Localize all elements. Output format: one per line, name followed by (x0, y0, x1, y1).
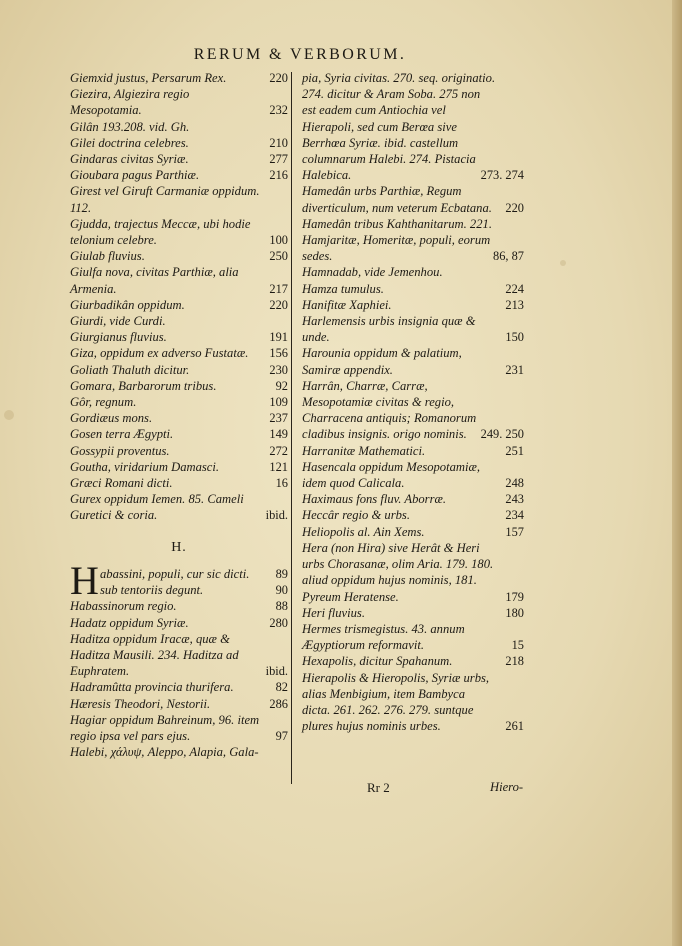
index-entry (302, 183, 524, 215)
index-entry (302, 670, 524, 735)
entry-page: 280 (269, 615, 288, 630)
index-entry (70, 151, 288, 167)
entry-text: Hamnadab, vide Jemenhou. (302, 265, 443, 280)
index-entry (70, 70, 288, 86)
entry-text: Hasencala oppidum Mesopotamiæ, idem quod Calicala. (302, 459, 481, 491)
right-column (302, 70, 524, 734)
index-entry (70, 615, 288, 631)
entry-text: Harlemensis urbis insignia quæ & unde. (302, 314, 476, 345)
entry-page: 156 (269, 346, 288, 361)
entry-text: Giulab fluvius. (70, 249, 145, 264)
entry-page: 216 (269, 168, 288, 183)
index-entry (302, 281, 524, 297)
entry-text: Hermes trismegistus. 43. annum Ægyptiorum reformavit. (302, 621, 465, 653)
entry-page: 109 (269, 395, 288, 410)
index-entry (302, 524, 524, 540)
entry-page: 230 (269, 362, 288, 377)
entry-page: 218 (505, 654, 524, 669)
index-entry (70, 86, 288, 118)
index-entry (70, 264, 288, 296)
index-entry (70, 712, 288, 744)
index-entry (302, 459, 524, 491)
entry-page: 150 (505, 330, 524, 345)
entry-text: Gindaras civitas Syriæ. (70, 152, 189, 167)
entry-page: 248 (505, 476, 524, 491)
entry-text: Hadramûtta provincia thurifera. (70, 680, 234, 695)
entry-page: 210 (269, 135, 288, 150)
signature-mark: Rr 2 (367, 780, 390, 795)
entry-text: Hæresis Theodori, Nestorii. (70, 696, 211, 711)
index-entry (302, 216, 524, 232)
catchword: Hiero- (490, 780, 524, 794)
entry-page: 261 (505, 719, 524, 734)
entry-text: abassini, populi, cur sic dicti. sub tentoriis degunt. (100, 566, 250, 598)
index-entry (302, 443, 524, 459)
entry-page: 15 (511, 638, 524, 653)
entry-text: Heri fluvius. (302, 605, 365, 620)
entry-page: 220 (269, 71, 288, 85)
drop-cap: H (70, 557, 99, 603)
index-entry (70, 345, 288, 361)
entry-page: 88 (275, 599, 288, 614)
index-entry (302, 378, 524, 443)
column-divider (291, 72, 292, 784)
index-entry (70, 183, 288, 215)
entry-text: Gilân 193.208. vid. Gh. (70, 119, 190, 134)
entry-text: Goliath Thaluth dicitur. (70, 362, 190, 377)
section-letter: H. (171, 539, 187, 555)
entry-page: 250 (269, 249, 288, 264)
entry-text: Giurgianus fluvius. (70, 330, 167, 345)
index-entry (302, 605, 524, 621)
index-entry (302, 70, 524, 183)
entry-page: 231 (505, 362, 524, 377)
index-entry (70, 459, 288, 475)
entry-text: Giemxid justus, Persarum Rex. (70, 71, 227, 85)
index-entry (70, 631, 288, 680)
index-entry (70, 248, 288, 264)
index-entry (302, 653, 524, 669)
entry-page: 220 (505, 200, 524, 215)
index-entry (70, 394, 288, 410)
index-entry (70, 443, 288, 459)
index-entry (70, 598, 288, 614)
entry-text: Gurex oppidum Iemen. 85. Cameli Guretici & coria. (70, 492, 244, 523)
entry-page: 249. 250 (480, 427, 524, 442)
entry-text: Halebi, χάλυψ, Aleppo, Alapia, Gala- (70, 745, 259, 760)
entry-text: Harrân, Charræ, Carræ, Mesopotamiæ civitas & regio, Charracena antiquis; Romanorum cladibus insignis. origo nominis. (302, 378, 477, 442)
index-entry (302, 345, 524, 377)
index-entry (70, 744, 288, 760)
entry-page: 16 (275, 476, 288, 491)
entry-page: 149 (269, 427, 288, 442)
entry-page: 82 (275, 680, 288, 695)
entry-text: Hamedân tribus Kahthanitarum. 221. (302, 216, 492, 231)
entry-page: 232 (269, 103, 288, 118)
entry-text: Gosen terra Ægypti. (70, 427, 174, 442)
entry-page: 273. 274 (480, 168, 524, 183)
entry-page: 121 (269, 459, 288, 474)
entry-text: Græci Romani dicti. (70, 476, 173, 491)
entry-page: 157 (505, 524, 524, 539)
entry-page: 179 (505, 589, 524, 604)
index-entry (302, 540, 524, 605)
entry-text: Gôr, regnum. (70, 395, 137, 410)
entry-text: Heliopolis al. Ain Xems. (302, 524, 425, 539)
left-column (70, 70, 288, 760)
entry-text: Hanifitæ Xaphiei. (302, 297, 392, 312)
entry-text: Haditza oppidum Iracæ, quæ & Haditza Mausili. 234. Haditza ad Euphratem. (70, 631, 239, 679)
index-entry (302, 313, 524, 345)
index-entry (70, 410, 288, 426)
index-entry (70, 135, 288, 151)
entry-page: 243 (505, 492, 524, 507)
page-edge (672, 0, 682, 946)
entry-text: Hadatz oppidum Syriæ. (70, 615, 189, 630)
entry-page: 90 (275, 583, 288, 598)
entry-text: Hexapolis, dicitur Spahanum. (302, 654, 453, 669)
entry-text: Gilei doctrina celebres. (70, 135, 189, 150)
entry-page: 92 (275, 378, 288, 393)
entry-page: 237 (269, 411, 288, 426)
entry-text: Gioubara pagus Parthiæ. (70, 168, 200, 183)
entry-page: 272 (269, 443, 288, 458)
index-entry (70, 475, 288, 491)
paper-stain (560, 260, 566, 266)
index-entry (70, 297, 288, 313)
entry-text: Gomara, Barbarorum tribus. (70, 378, 217, 393)
index-entry (70, 679, 288, 695)
entry-page: 224 (505, 281, 524, 296)
entry-text: Hamza tumulus. (302, 281, 384, 296)
entry-page: 286 (269, 696, 288, 711)
index-entry (70, 362, 288, 378)
entry-text: Habassinorum regio. (70, 599, 177, 614)
entry-text: Harranitæ Mathematici. (302, 443, 426, 458)
entry-text: Giurdi, vide Curdi. (70, 314, 166, 329)
entry-page: ibid. (265, 664, 288, 679)
entry-page: 277 (269, 152, 288, 167)
entry-text: Hagiar oppidum Bahreinum, 96. item regio ipsa vel pars ejus. (70, 712, 260, 743)
entry-text: Hamjaritæ, Homeritæ, populi, eorum sedes. (302, 233, 491, 264)
index-entry (70, 378, 288, 394)
entry-text: Giezira, Algiezira regio Mesopotamia. (70, 87, 190, 118)
entry-page: 213 (505, 297, 524, 312)
index-entry (70, 557, 288, 603)
entry-page: 100 (269, 233, 288, 248)
entry-page: 86, 87 (493, 249, 524, 264)
paper-stain (4, 410, 14, 420)
entry-page: 97 (275, 728, 288, 743)
index-entry (70, 491, 288, 523)
entry-text: Gossypii proventus. (70, 443, 170, 458)
index-entry (302, 507, 524, 523)
index-entry (70, 216, 288, 248)
index-entry (70, 426, 288, 442)
index-entry (70, 119, 288, 135)
entry-page: ibid. (265, 508, 288, 523)
index-entry (70, 696, 288, 712)
entry-text: Hera (non Hira) sive Herât & Heri urbs Chorasanæ, olim Aria. 179. 180. aliud oppidum hujus nominis, 181. Pyreum Heratense. (302, 540, 494, 604)
entry-text: Giza, oppidum ex adverso Fustatæ. (70, 346, 249, 361)
entry-page: 191 (269, 330, 288, 345)
entry-page: 234 (505, 508, 524, 523)
entry-text: Haximaus fons fluv. Aborræ. (302, 492, 447, 507)
index-entry (302, 264, 524, 280)
entry-text: Girest vel Giruft Carmaniæ oppidum. 112. (70, 184, 260, 215)
entry-text: Goutha, viridarium Damasci. (70, 459, 220, 474)
entry-text: Gjudda, trajectus Meccæ, ubi hodie telonium celebre. (70, 216, 251, 248)
index-entry (302, 621, 524, 653)
entry-page: 220 (269, 297, 288, 312)
index-entry (70, 313, 288, 329)
index-entry (302, 491, 524, 507)
entry-text: Gordiæus mons. (70, 411, 153, 426)
index-entry (302, 232, 524, 264)
index-entry (70, 167, 288, 183)
entry-text: pia, Syria civitas. 270. seq. originatio. 274. dicitur & Aram Soba. 275 non est eadem cum Antiochia vel Hierapoli, sed cum Berœa sive Berrhœa Syriæ. ibid. castellum columnarum Halebi. 274. Pistacia Halebica. (302, 71, 496, 183)
entry-page: 251 (505, 443, 524, 458)
index-entry (70, 329, 288, 345)
entry-page: 180 (505, 605, 524, 620)
entry-text: Giulfa nova, civitas Parthiæ, alia Armenia. (70, 265, 239, 296)
entry-text: Harounia oppidum & palatium, Samiræ appendix. (302, 346, 462, 377)
running-head: RERUM & VERBORUM. (193, 46, 407, 63)
entry-text: Hierapolis & Hieropolis, Syriæ urbs, alias Menbigium, item Bambyca dicta. 261. 262. 276. 279. suntque plures hujus nominis urbes. (302, 670, 490, 734)
entry-text: Heccâr regio & urbs. (302, 508, 410, 523)
entry-text: Giurbadikân oppidum. (70, 297, 185, 312)
entry-page: 217 (269, 281, 288, 296)
index-entry (302, 297, 524, 313)
entry-page: 89 (275, 567, 288, 582)
entry-text: Hamedân urbs Parthiæ, Regum diverticulum, num veterum Ecbatana. (302, 184, 492, 215)
